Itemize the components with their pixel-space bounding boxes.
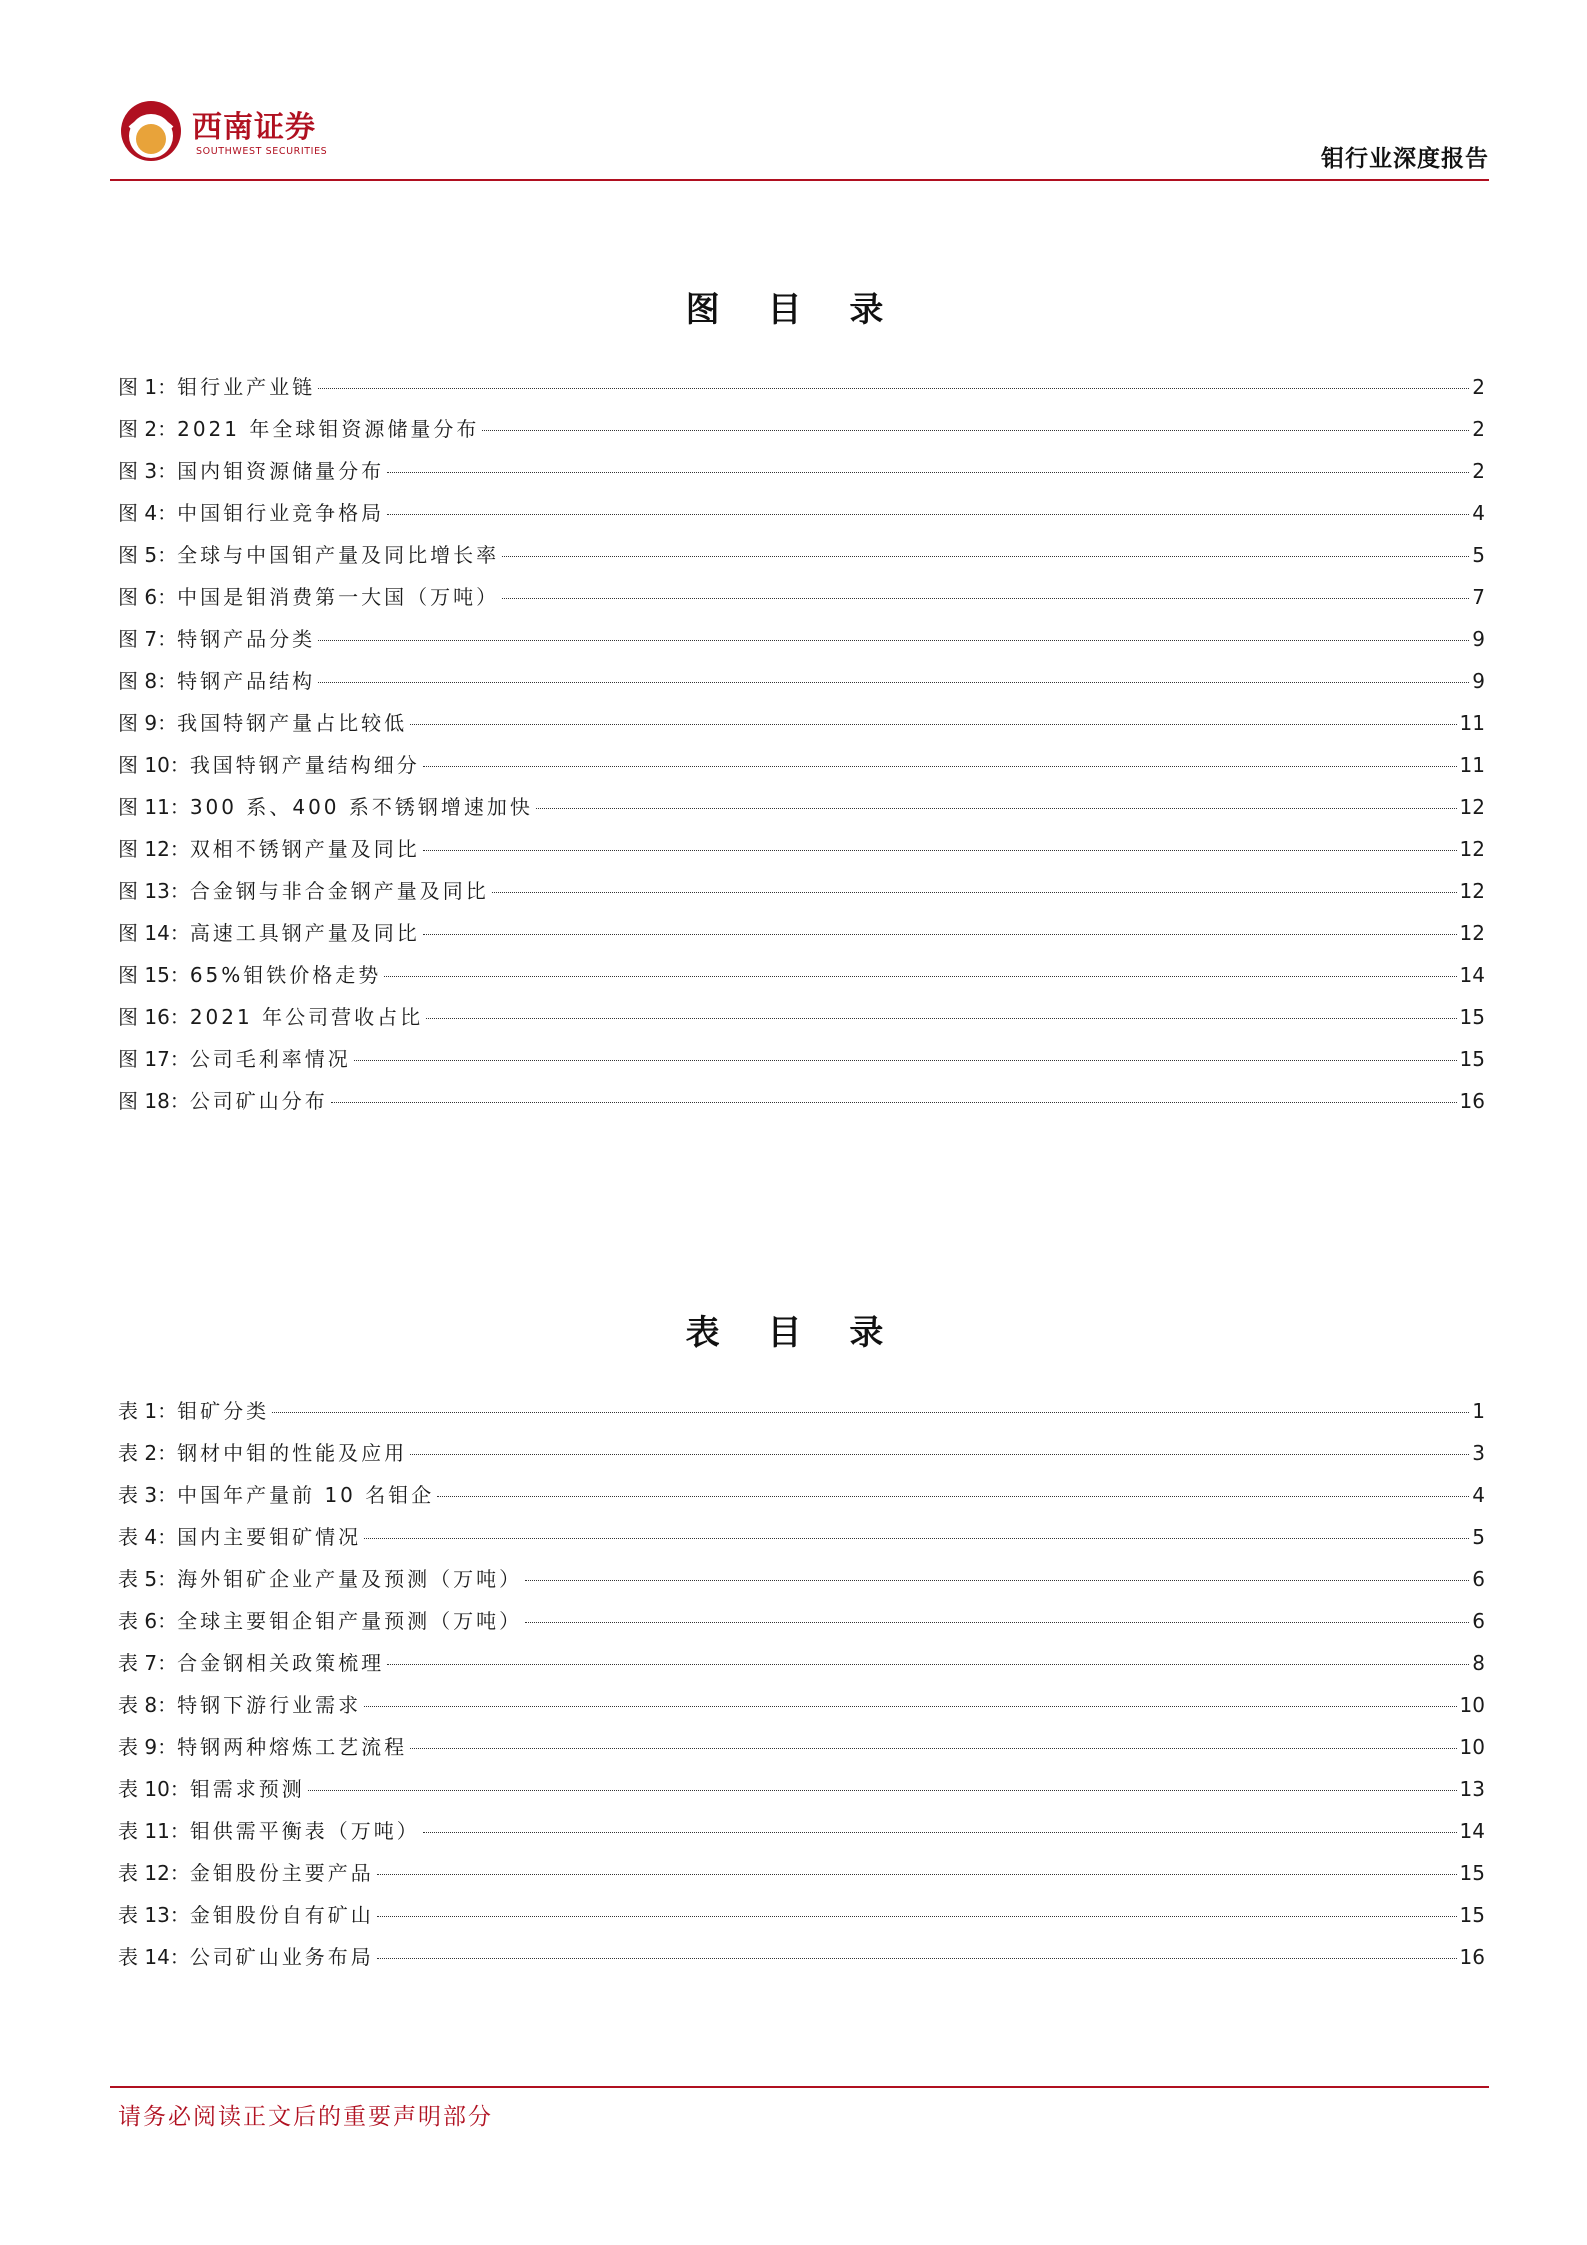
dot-leader — [502, 556, 1469, 557]
entry-title: 合金钢与非合金钢产量及同比 — [189, 879, 489, 903]
table-toc-entry[interactable] — [118, 1731, 1485, 1773]
entry-title: 特钢产品结构 — [177, 669, 316, 693]
entry-page-number: 6 — [1472, 1567, 1485, 1591]
entry-title: 2021 年公司营收占比 — [189, 1005, 424, 1029]
entry-title: 海外钼矿企业产量及预测（万吨） — [177, 1567, 523, 1591]
entry-page-number: 14 — [1459, 963, 1485, 987]
entry-title: 我国特钢产量占比较低 — [177, 711, 408, 735]
entry-page-number: 15 — [1459, 1903, 1485, 1927]
figure-toc-entry[interactable] — [118, 791, 1485, 833]
entry-label: 图 2： — [118, 417, 178, 441]
figure-toc-entry[interactable] — [118, 959, 1485, 1001]
entry-page-number: 14 — [1459, 1819, 1485, 1843]
dot-leader — [377, 1958, 1457, 1959]
entry-label: 图 15： — [118, 963, 190, 987]
entry-page-number: 11 — [1459, 753, 1485, 777]
figure-toc-entry[interactable] — [118, 581, 1485, 623]
entry-page-number: 2 — [1472, 375, 1485, 399]
table-toc-entry[interactable] — [118, 1521, 1485, 1563]
dot-leader — [410, 1454, 1469, 1455]
entry-page-number: 5 — [1472, 1525, 1485, 1549]
dot-leader — [387, 514, 1469, 515]
entry-title: 国内钼资源储量分布 — [177, 459, 385, 483]
table-toc-entry[interactable] — [118, 1563, 1485, 1605]
table-toc-entry[interactable] — [118, 1941, 1485, 1983]
entry-label: 图 8： — [118, 669, 178, 693]
entry-page-number: 10 — [1459, 1735, 1485, 1759]
entry-label: 图 3： — [118, 459, 178, 483]
dot-leader — [423, 1832, 1457, 1833]
entry-label: 图 1： — [118, 375, 178, 399]
dot-leader — [384, 976, 1456, 977]
entry-page-number: 4 — [1472, 501, 1485, 525]
entry-label: 图 14： — [118, 921, 190, 945]
entry-title: 65%钼铁价格走势 — [189, 963, 382, 987]
entry-page-number: 9 — [1472, 627, 1485, 651]
entry-label: 图 11： — [118, 795, 190, 819]
logo-subtext: SOUTHWEST SECURITIES — [196, 146, 328, 157]
entry-title: 双相不锈钢产量及同比 — [189, 837, 420, 861]
entry-label: 图 4： — [118, 501, 178, 525]
entry-page-number: 5 — [1472, 543, 1485, 567]
entry-label: 图 18： — [118, 1089, 190, 1113]
logo-emblem-icon — [118, 98, 184, 164]
dot-leader — [308, 1790, 1457, 1791]
entry-page-number: 7 — [1472, 585, 1485, 609]
header-divider — [110, 179, 1489, 181]
entry-label: 图 7： — [118, 627, 178, 651]
entry-page-number: 15 — [1459, 1861, 1485, 1885]
entry-title: 2021 年全球钼资源储量分布 — [177, 417, 480, 441]
entry-title: 中国年产量前 10 名钼企 — [177, 1483, 435, 1507]
dot-leader — [318, 388, 1469, 389]
entry-title: 公司矿山分布 — [189, 1089, 328, 1113]
entry-page-number: 2 — [1472, 417, 1485, 441]
entry-title: 全球主要钼企钼产量预测（万吨） — [177, 1609, 523, 1633]
dot-leader — [364, 1538, 1469, 1539]
table-toc-entry[interactable] — [118, 1857, 1485, 1899]
entry-page-number: 11 — [1459, 711, 1485, 735]
table-index-title: 表 目 录 — [685, 1313, 902, 1353]
entry-title: 金钼股份主要产品 — [189, 1861, 374, 1885]
entry-page-number: 12 — [1459, 837, 1485, 861]
dot-leader — [536, 808, 1457, 809]
entry-label: 表 6： — [118, 1609, 178, 1633]
figure-toc-entry[interactable] — [118, 707, 1485, 749]
entry-title: 我国特钢产量结构细分 — [189, 753, 420, 777]
entry-title: 特钢产品分类 — [177, 627, 316, 651]
entry-page-number: 12 — [1459, 879, 1485, 903]
table-toc-entry[interactable] — [118, 1395, 1485, 1437]
entry-title: 合金钢相关政策梳理 — [177, 1651, 385, 1675]
table-toc-entry[interactable] — [118, 1773, 1485, 1815]
entry-label: 表 14： — [118, 1945, 190, 1969]
entry-label: 表 1： — [118, 1399, 178, 1423]
entry-title: 钼行业产业链 — [177, 375, 316, 399]
entry-title: 中国是钼消费第一大国（万吨） — [177, 585, 500, 609]
entry-title: 300 系、400 系不锈钢增速加快 — [189, 795, 533, 819]
entry-label: 表 7： — [118, 1651, 178, 1675]
entry-title: 公司矿山业务布局 — [189, 1945, 374, 1969]
figure-toc-entry[interactable] — [118, 413, 1485, 455]
dot-leader — [387, 472, 1469, 473]
entry-title: 钼矿分类 — [177, 1399, 270, 1423]
figure-toc-entry[interactable] — [118, 1043, 1485, 1085]
entry-title: 高速工具钢产量及同比 — [189, 921, 420, 945]
entry-label: 表 5： — [118, 1567, 178, 1591]
dot-leader — [387, 1664, 1469, 1665]
figure-toc-entry[interactable] — [118, 875, 1485, 917]
figure-toc-entry[interactable] — [118, 1085, 1485, 1127]
entry-label: 图 5： — [118, 543, 178, 567]
dot-leader — [423, 850, 1457, 851]
figure-index-title: 图 目 录 — [685, 290, 902, 330]
dot-leader — [525, 1580, 1469, 1581]
entry-title: 特钢两种熔炼工艺流程 — [177, 1735, 408, 1759]
footer-disclaimer: 请务必阅读正文后的重要声明部分 — [118, 2104, 493, 2130]
figure-toc-entry[interactable] — [118, 455, 1485, 497]
figure-toc-entry[interactable] — [118, 833, 1485, 875]
dot-leader — [364, 1706, 1456, 1707]
entry-label: 图 17： — [118, 1047, 190, 1071]
entry-label: 图 16： — [118, 1005, 190, 1029]
dot-leader — [272, 1412, 1469, 1413]
entry-title: 钢材中钼的性能及应用 — [177, 1441, 408, 1465]
entry-label: 表 13： — [118, 1903, 190, 1927]
figure-toc-entry[interactable] — [118, 497, 1485, 539]
dot-leader — [318, 640, 1469, 641]
entry-title: 特钢下游行业需求 — [177, 1693, 362, 1717]
entry-label: 表 4： — [118, 1525, 178, 1549]
dot-leader — [423, 766, 1457, 767]
figure-toc-entry[interactable] — [118, 539, 1485, 581]
figure-toc-entry[interactable] — [118, 1001, 1485, 1043]
figure-toc-entry[interactable] — [118, 623, 1485, 665]
table-toc-entry[interactable] — [118, 1479, 1485, 1521]
figure-toc-entry[interactable] — [118, 665, 1485, 707]
entry-page-number: 15 — [1459, 1047, 1485, 1071]
entry-label: 图 12： — [118, 837, 190, 861]
table-toc-entry[interactable] — [118, 1605, 1485, 1647]
entry-label: 图 13： — [118, 879, 190, 903]
entry-label: 表 10： — [118, 1777, 190, 1801]
entry-page-number: 16 — [1459, 1089, 1485, 1113]
entry-page-number: 13 — [1459, 1777, 1485, 1801]
dot-leader — [318, 682, 1469, 683]
entry-page-number: 4 — [1472, 1483, 1485, 1507]
dot-leader — [482, 430, 1469, 431]
entry-page-number: 3 — [1472, 1441, 1485, 1465]
dot-leader — [410, 1748, 1456, 1749]
entry-label: 图 6： — [118, 585, 178, 609]
entry-page-number: 12 — [1459, 795, 1485, 819]
table-toc-entry[interactable] — [118, 1899, 1485, 1941]
dot-leader — [410, 724, 1456, 725]
table-index-list — [118, 1395, 1485, 1983]
entry-label: 表 9： — [118, 1735, 178, 1759]
dot-leader — [502, 598, 1469, 599]
figure-toc-entry[interactable] — [118, 917, 1485, 959]
figure-index-list — [118, 371, 1485, 1127]
entry-title: 国内主要钼矿情况 — [177, 1525, 362, 1549]
entry-page-number: 10 — [1459, 1693, 1485, 1717]
table-toc-entry[interactable] — [118, 1689, 1485, 1731]
footer-divider — [110, 2086, 1489, 2088]
entry-title: 公司毛利率情况 — [189, 1047, 351, 1071]
logo-text: 西南证券 — [192, 110, 316, 145]
entry-label: 表 11： — [118, 1819, 190, 1843]
entry-label: 表 12： — [118, 1861, 190, 1885]
table-toc-entry[interactable] — [118, 1647, 1485, 1689]
dot-leader — [492, 892, 1457, 893]
report-title: 钼行业深度报告 — [1321, 146, 1489, 172]
dot-leader — [354, 1060, 1457, 1061]
entry-page-number: 1 — [1472, 1399, 1485, 1423]
figure-toc-entry[interactable] — [118, 371, 1485, 413]
entry-label: 图 9： — [118, 711, 178, 735]
dot-leader — [437, 1496, 1469, 1497]
entry-page-number: 2 — [1472, 459, 1485, 483]
entry-page-number: 6 — [1472, 1609, 1485, 1633]
entry-page-number: 9 — [1472, 669, 1485, 693]
entry-page-number: 12 — [1459, 921, 1485, 945]
dot-leader — [377, 1874, 1457, 1875]
entry-title: 全球与中国钼产量及同比增长率 — [177, 543, 500, 567]
entry-title: 中国钼行业竞争格局 — [177, 501, 385, 525]
entry-label: 表 3： — [118, 1483, 178, 1507]
entry-title: 金钼股份自有矿山 — [189, 1903, 374, 1927]
dot-leader — [525, 1622, 1469, 1623]
entry-label: 图 10： — [118, 753, 190, 777]
figure-toc-entry[interactable] — [118, 749, 1485, 791]
company-logo — [118, 98, 358, 164]
entry-page-number: 8 — [1472, 1651, 1485, 1675]
dot-leader — [426, 1018, 1456, 1019]
dot-leader — [423, 934, 1457, 935]
table-toc-entry[interactable] — [118, 1815, 1485, 1857]
entry-page-number: 15 — [1459, 1005, 1485, 1029]
entry-title: 钼需求预测 — [189, 1777, 305, 1801]
entry-label: 表 2： — [118, 1441, 178, 1465]
page-header — [110, 92, 1489, 180]
entry-label: 表 8： — [118, 1693, 178, 1717]
dot-leader — [331, 1102, 1457, 1103]
table-toc-entry[interactable] — [118, 1437, 1485, 1479]
dot-leader — [377, 1916, 1457, 1917]
entry-title: 钼供需平衡表（万吨） — [189, 1819, 420, 1843]
entry-page-number: 16 — [1459, 1945, 1485, 1969]
